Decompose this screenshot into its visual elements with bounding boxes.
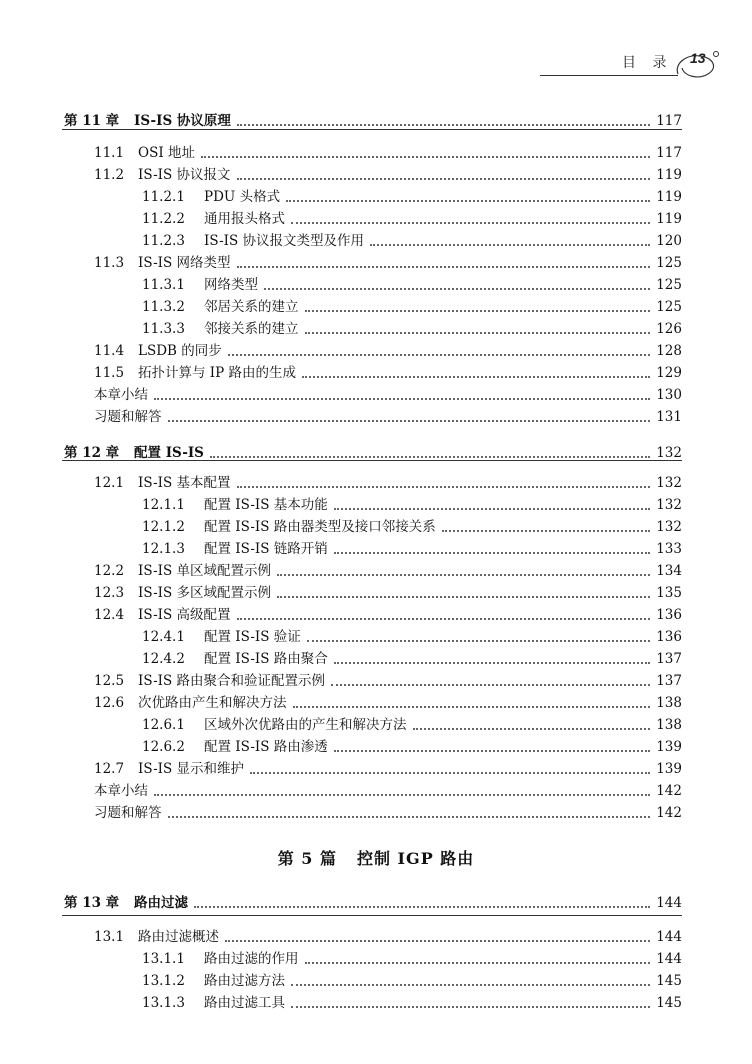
toc-entry-number: 12.6 bbox=[94, 695, 125, 711]
toc-entry-number: 12.6.1 bbox=[142, 717, 185, 733]
toc-section-entry bbox=[94, 924, 682, 946]
toc-entry-page: 137 bbox=[656, 673, 682, 689]
toc-entry-number: 12.1 bbox=[94, 475, 125, 491]
toc-entry-title: IS-IS 协议报文类型及作用 bbox=[204, 233, 365, 249]
dot-leader bbox=[331, 684, 650, 686]
toc-section-entry bbox=[94, 470, 682, 492]
dot-leader bbox=[201, 156, 650, 158]
toc-entry-title: IS-IS 基本配置 bbox=[138, 475, 231, 491]
toc-entry-page: 125 bbox=[656, 277, 682, 293]
toc-entry-page: 133 bbox=[656, 541, 682, 557]
toc-entry-page: 117 bbox=[656, 113, 682, 129]
toc-section-entry bbox=[94, 338, 682, 360]
toc-entry-page: 136 bbox=[656, 607, 682, 623]
toc-entry-page: 139 bbox=[656, 761, 682, 777]
toc-entry-number: 11.2.2 bbox=[142, 211, 185, 227]
toc-entry-title: 路由过滤概述 bbox=[138, 929, 219, 945]
toc-entry-title: 路由过滤 bbox=[134, 895, 188, 911]
dot-leader bbox=[237, 124, 650, 126]
toc-entry-number: 12.2 bbox=[94, 563, 125, 579]
toc-entry-number: 12.6.2 bbox=[142, 739, 185, 755]
toc-entry-page: 119 bbox=[656, 211, 682, 227]
toc-entry-number: 11.3.1 bbox=[142, 277, 185, 293]
dot-leader bbox=[237, 178, 650, 180]
toc-entry-page: 132 bbox=[656, 519, 682, 535]
toc-entry-page: 120 bbox=[656, 233, 682, 249]
toc-entry-title: 次优路由产生和解决方法 bbox=[138, 695, 287, 711]
toc-subsection-entry bbox=[142, 228, 682, 250]
toc-entry-number: 12.4.2 bbox=[142, 651, 185, 667]
chapter-rule bbox=[62, 129, 682, 130]
dot-leader bbox=[305, 962, 651, 964]
toc-entry-page: 131 bbox=[656, 409, 682, 425]
header-rule bbox=[540, 75, 678, 76]
toc-entry-number: 第 12 章 bbox=[64, 445, 120, 461]
dot-leader bbox=[291, 984, 650, 986]
toc-entry-number: 11.2 bbox=[94, 167, 125, 183]
toc-entry-number: 11.5 bbox=[94, 365, 125, 381]
toc-entry-number: 11.4 bbox=[94, 343, 125, 359]
toc-entry-number: 第 13 章 bbox=[64, 895, 120, 911]
dot-leader bbox=[291, 1006, 650, 1008]
toc-section-entry bbox=[94, 140, 682, 162]
toc-entry-title: IS-IS 多区域配置示例 bbox=[138, 585, 272, 601]
toc-chapter-entry bbox=[64, 890, 682, 912]
toc-entry-page: 142 bbox=[656, 783, 682, 799]
dot-leader bbox=[277, 574, 650, 576]
toc-subsection-entry bbox=[142, 990, 682, 1012]
dot-leader bbox=[370, 244, 650, 246]
toc-entry-page: 145 bbox=[656, 995, 682, 1011]
toc-entry-page: 132 bbox=[656, 445, 682, 461]
toc-entry-title: OSI 地址 bbox=[138, 145, 195, 161]
toc-entry-title: 邻接关系的建立 bbox=[204, 321, 299, 337]
toc-subsection-entry bbox=[142, 184, 682, 206]
running-header-title: 目 录 bbox=[622, 55, 673, 71]
toc-subsection-entry bbox=[142, 946, 682, 968]
toc-entry-number: 11.3.3 bbox=[142, 321, 185, 337]
toc-entry-number: 13.1.1 bbox=[142, 951, 185, 967]
toc-chapter-entry bbox=[64, 108, 682, 130]
toc-entry-title: 配置 IS-IS 路由渗透 bbox=[204, 739, 328, 755]
toc-entry-page: 125 bbox=[656, 299, 682, 315]
toc-entry-page: 145 bbox=[656, 973, 682, 989]
toc-entry-number: 12.4 bbox=[94, 607, 125, 623]
dot-leader bbox=[302, 376, 650, 378]
toc-entry-page: 142 bbox=[656, 805, 682, 821]
toc-subsection-entry bbox=[142, 514, 682, 536]
toc-subsection-entry bbox=[142, 316, 682, 338]
toc-entry-page: 138 bbox=[656, 695, 682, 711]
toc-entry-page: 125 bbox=[656, 255, 682, 271]
toc-entry-page: 137 bbox=[656, 651, 682, 667]
toc-subsection-entry bbox=[142, 206, 682, 228]
part-heading bbox=[0, 846, 752, 869]
toc-entry-page: 139 bbox=[656, 739, 682, 755]
toc-entry-title: 区域外次优路由的产生和解决方法 bbox=[204, 717, 407, 733]
toc-section-entry bbox=[94, 558, 682, 580]
toc-section-entry bbox=[94, 668, 682, 690]
toc-misc-entry bbox=[94, 800, 682, 822]
toc-subsection-entry bbox=[142, 272, 682, 294]
toc-entry-number: 12.3 bbox=[94, 585, 125, 601]
dot-leader bbox=[168, 420, 651, 422]
toc-subsection-entry bbox=[142, 492, 682, 514]
toc-entry-title: IS-IS 协议原理 bbox=[134, 113, 231, 129]
dot-leader bbox=[237, 266, 650, 268]
chapter-rule bbox=[62, 460, 682, 461]
toc-entry-title: 习题和解答 bbox=[94, 409, 162, 425]
toc-entry-title: 路由过滤的作用 bbox=[204, 951, 299, 967]
toc-entry-number: 13.1 bbox=[94, 929, 125, 945]
toc-entry-page: 132 bbox=[656, 475, 682, 491]
toc-entry-number: 12.1.2 bbox=[142, 519, 185, 535]
toc-misc-entry bbox=[94, 778, 682, 800]
dot-leader bbox=[334, 662, 650, 664]
toc-entry-title: 配置 IS-IS 路由聚合 bbox=[204, 651, 328, 667]
toc-entry-title: 习题和解答 bbox=[94, 805, 162, 821]
dot-leader bbox=[225, 940, 650, 942]
toc-entry-page: 134 bbox=[656, 563, 682, 579]
toc-entry-page: 119 bbox=[656, 167, 682, 183]
toc-subsection-entry bbox=[142, 646, 682, 668]
toc-entry-title: 网络类型 bbox=[204, 277, 258, 293]
toc-entry-page: 144 bbox=[656, 929, 682, 945]
dot-leader bbox=[334, 552, 650, 554]
toc-entry-title: IS-IS 路由聚合和验证配置示例 bbox=[138, 673, 326, 689]
toc-entry-title: 配置 IS-IS 验证 bbox=[204, 629, 301, 645]
toc-section-entry bbox=[94, 250, 682, 272]
toc-entry-page: 144 bbox=[656, 895, 682, 911]
toc-entry-page: 136 bbox=[656, 629, 682, 645]
toc-entry-number: 11.1 bbox=[94, 145, 125, 161]
dot-leader bbox=[442, 530, 650, 532]
toc-misc-entry bbox=[94, 404, 682, 426]
dot-leader bbox=[237, 618, 650, 620]
toc-section-entry bbox=[94, 580, 682, 602]
toc-entry-number: 11.3.2 bbox=[142, 299, 185, 315]
dot-leader bbox=[334, 750, 650, 752]
dot-leader bbox=[307, 640, 650, 642]
toc-entry-number: 12.5 bbox=[94, 673, 125, 689]
part-label: 第 5 篇 bbox=[277, 849, 337, 868]
toc-subsection-entry bbox=[142, 712, 682, 734]
toc-entry-number: 12.1.1 bbox=[142, 497, 185, 513]
dot-leader bbox=[334, 508, 650, 510]
toc-entry-page: 138 bbox=[656, 717, 682, 733]
dot-leader bbox=[237, 486, 650, 488]
toc-subsection-entry bbox=[142, 624, 682, 646]
toc-entry-title: IS-IS 单区域配置示例 bbox=[138, 563, 272, 579]
toc-entry-title: 本章小结 bbox=[94, 387, 148, 403]
toc-entry-number: 第 11 章 bbox=[64, 113, 120, 129]
dot-leader bbox=[293, 706, 651, 708]
toc-entry-number: 13.1.3 bbox=[142, 995, 185, 1011]
toc-entry-page: 119 bbox=[656, 189, 682, 205]
toc-entry-title: LSDB 的同步 bbox=[138, 343, 222, 359]
dot-leader bbox=[413, 728, 651, 730]
toc-entry-title: IS-IS 网络类型 bbox=[138, 255, 231, 271]
part-title: 控制 IGP 路由 bbox=[356, 849, 475, 868]
toc-section-entry bbox=[94, 690, 682, 712]
toc-subsection-entry bbox=[142, 294, 682, 316]
dot-leader bbox=[250, 772, 650, 774]
dot-leader bbox=[286, 200, 650, 202]
toc-entry-number: 13.1.2 bbox=[142, 973, 185, 989]
toc-section-entry bbox=[94, 360, 682, 382]
dot-leader bbox=[264, 288, 650, 290]
toc-entry-page: 135 bbox=[656, 585, 682, 601]
toc-section-entry bbox=[94, 162, 682, 184]
toc-entry-title: 配置 IS-IS 链路开销 bbox=[204, 541, 328, 557]
toc-entry-title: IS-IS 显示和维护 bbox=[138, 761, 245, 777]
toc-subsection-entry bbox=[142, 536, 682, 558]
dot-leader bbox=[154, 398, 650, 400]
toc-entry-number: 11.2.3 bbox=[142, 233, 185, 249]
dot-leader bbox=[210, 456, 650, 458]
toc-entry-title: 邻居关系的建立 bbox=[204, 299, 299, 315]
toc-entry-number: 12.7 bbox=[94, 761, 125, 777]
toc-entry-title: PDU 头格式 bbox=[204, 189, 281, 205]
toc-entry-number: 11.2.1 bbox=[142, 189, 185, 205]
toc-entry-title: 路由过滤方法 bbox=[204, 973, 285, 989]
page-number: 13 bbox=[690, 50, 706, 66]
toc-entry-title: IS-IS 高级配置 bbox=[138, 607, 231, 623]
toc-entry-title: 通用报头格式 bbox=[204, 211, 285, 227]
toc-entry-number: 12.1.3 bbox=[142, 541, 185, 557]
toc-section-entry bbox=[94, 756, 682, 778]
toc-entry-title: 路由过滤工具 bbox=[204, 995, 285, 1011]
dot-leader bbox=[291, 222, 650, 224]
toc-section-entry bbox=[94, 602, 682, 624]
toc-entry-title: 拓扑计算与 IP 路由的生成 bbox=[138, 365, 296, 381]
dot-leader bbox=[194, 906, 650, 908]
toc-entry-page: 132 bbox=[656, 497, 682, 513]
toc-entry-number: 12.4.1 bbox=[142, 629, 185, 645]
toc-entry-page: 128 bbox=[656, 343, 682, 359]
toc-misc-entry bbox=[94, 382, 682, 404]
toc-entry-page: 126 bbox=[656, 321, 682, 337]
dot-leader bbox=[154, 794, 650, 796]
page-header bbox=[0, 0, 752, 96]
dot-leader bbox=[168, 816, 651, 818]
dot-leader bbox=[277, 596, 650, 598]
toc-entry-title: 本章小结 bbox=[94, 783, 148, 799]
toc-entry-title: IS-IS 协议报文 bbox=[138, 167, 231, 183]
toc-entry-title: 配置 IS-IS 路由器类型及接口邻接关系 bbox=[204, 519, 436, 535]
dot-leader bbox=[305, 332, 651, 334]
toc-subsection-entry bbox=[142, 734, 682, 756]
dot-leader bbox=[305, 310, 651, 312]
toc-chapter-entry bbox=[64, 440, 682, 462]
dot-leader bbox=[228, 354, 650, 356]
toc-entry-title: 配置 IS-IS bbox=[134, 445, 204, 461]
toc-entry-page: 130 bbox=[656, 387, 682, 403]
toc-entry-number: 11.3 bbox=[94, 255, 125, 271]
chapter-rule bbox=[62, 915, 682, 916]
toc-entry-page: 117 bbox=[656, 145, 682, 161]
toc-entry-page: 129 bbox=[656, 365, 682, 381]
toc-entry-title: 配置 IS-IS 基本功能 bbox=[204, 497, 328, 513]
toc-subsection-entry bbox=[142, 968, 682, 990]
toc-entry-page: 144 bbox=[656, 951, 682, 967]
